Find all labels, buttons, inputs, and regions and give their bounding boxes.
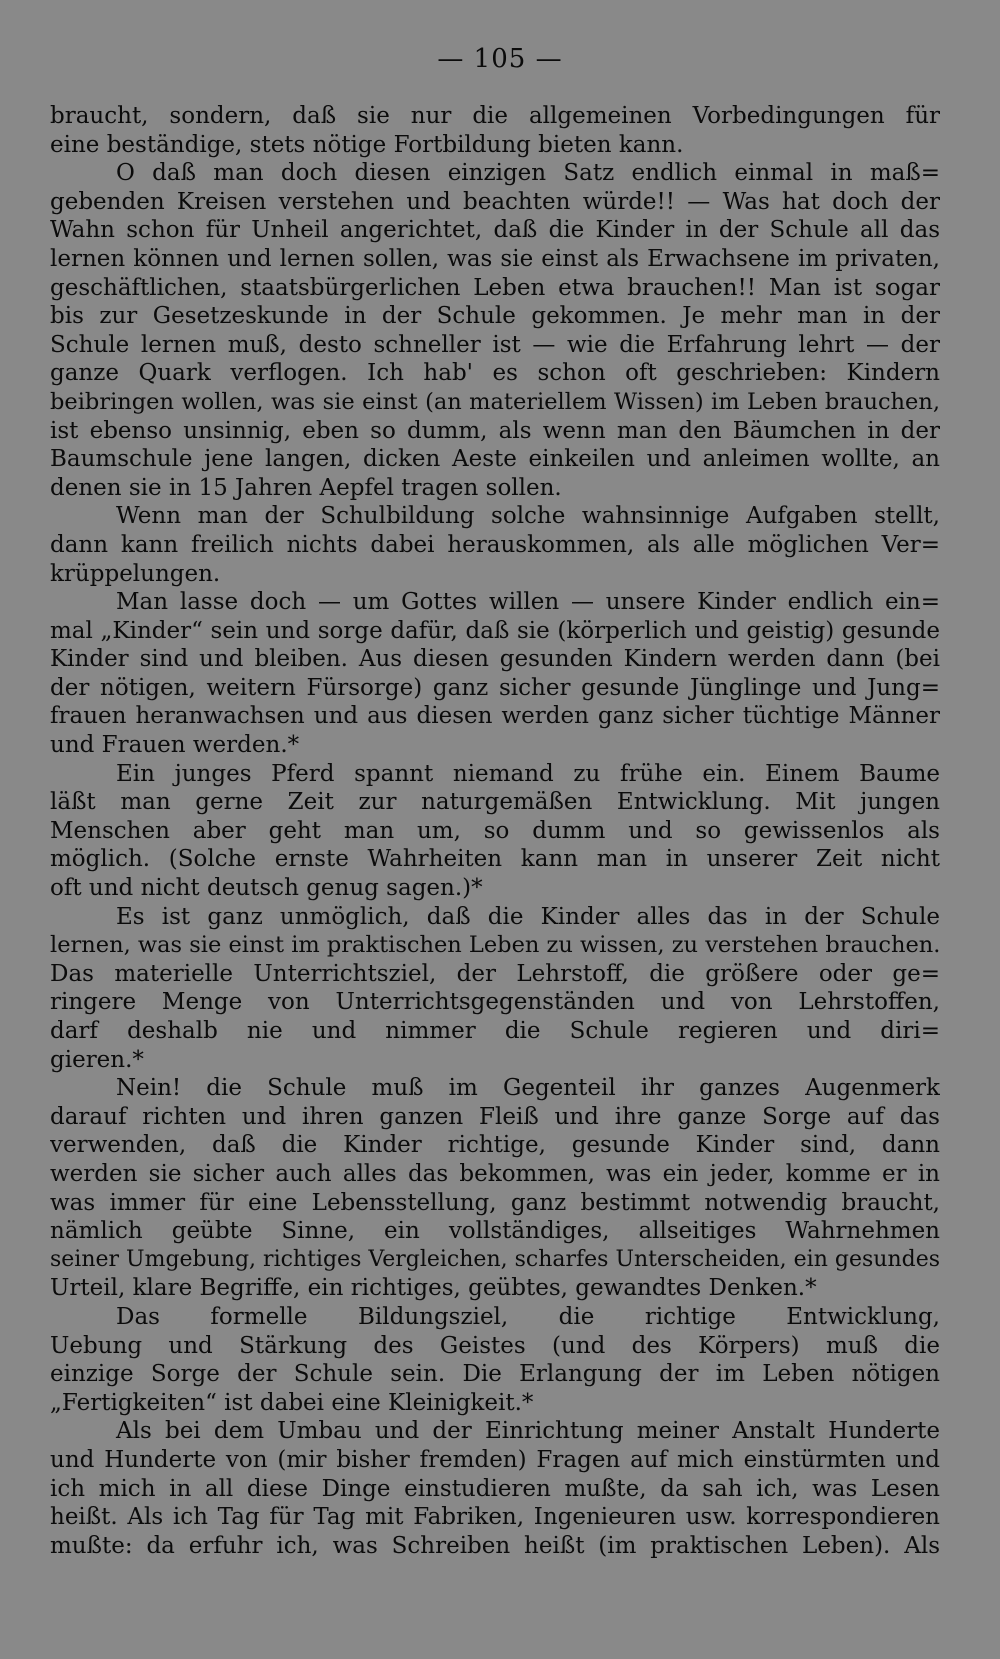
text-line: Ein junges Pferd spannt niemand zu frühe ein. Einem Baume	[116, 760, 940, 787]
text-line: verwenden, daß die Kinder richtige, gesunde Kinder sind, dann	[50, 1132, 940, 1159]
text-line: nämlich geübte Sinne, ein vollständiges, allseitiges Wahrnehmen	[50, 1218, 940, 1245]
text-line: lernen, was sie einst im praktischen Leben zu wissen, zu verstehen brauchen.	[50, 932, 940, 959]
text-line: und Hunderte von (mir bisher fremden) Fragen auf mich einstürmten und	[50, 1446, 940, 1473]
text-line: bis zur Gesetzeskunde in der Schule gekommen. Je mehr man in der	[50, 303, 940, 330]
text-line: Das formelle Bildungsziel, die richtige Entwicklung,	[116, 1303, 940, 1330]
text-line: lernen können und lernen sollen, was sie einst als Erwachsene im privaten,	[50, 245, 940, 272]
text-line: Nein! die Schule muß im Gegenteil ihr ganzes Augenmerk	[116, 1075, 940, 1102]
text-line: Wahn schon für Unheil angerichtet, daß die Kinder in der Schule all das	[50, 217, 940, 244]
text-line: dann kann freilich nichts dabei herauskommen, als alle möglichen Ver=	[50, 531, 940, 558]
text-line: möglich. (Solche ernste Wahrheiten kann man in unserer Zeit nicht	[50, 846, 940, 873]
text-line: ich mich in all diese Dinge einstudieren mußte, da sah ich, was Lesen	[50, 1475, 940, 1502]
text-line: Kinder sind und bleiben. Aus diesen gesunden Kindern werden dann (bei	[50, 646, 940, 673]
text-line: Wenn man der Schulbildung solche wahnsinnige Aufgaben stellt,	[116, 503, 940, 530]
text-line: Man lasse doch — um Gottes willen — unsere Kinder endlich ein=	[116, 589, 940, 616]
text-line: der nötigen, weitern Fürsorge) ganz sicher gesunde Jünglinge und Jung=	[50, 674, 940, 701]
text-line: ringere Menge von Unterrichtsgegenständen und von Lehrstoffen,	[50, 989, 940, 1016]
text-line: Das materielle Unterrichtsziel, der Lehrstoff, die größere oder ge=	[50, 960, 940, 987]
text-line: krüppelungen.	[50, 560, 221, 587]
text-line: gebenden Kreisen verstehen und beachten würde!! — Was hat doch der	[50, 188, 940, 215]
text-line: Es ist ganz unmöglich, daß die Kinder alles das in der Schule	[116, 903, 940, 930]
text-line: Menschen aber geht man um, so dumm und so gewissenlos als	[50, 817, 940, 844]
text-line: heißt. Als ich Tag für Tag mit Fabriken, Ingenieuren usw. korrespondieren	[50, 1504, 940, 1531]
text-line: „Fertigkeiten“ ist dabei eine Kleinigkeit.*	[50, 1389, 534, 1416]
text-line: werden sie sicher auch alles das bekommen, was ein jeder, komme er in	[50, 1160, 940, 1187]
text-line: was immer für eine Lebensstellung, ganz bestimmt notwendig braucht,	[50, 1189, 940, 1216]
body-text	[50, 102, 940, 1560]
text-line: mußte: da erfuhr ich, was Schreiben heißt (im praktischen Leben). Als	[50, 1532, 940, 1559]
text-line: darauf richten und ihren ganzen Fleiß und ihre ganze Sorge auf das	[50, 1103, 940, 1130]
text-line: läßt man gerne Zeit zur naturgemäßen Entwicklung. Mit jungen	[50, 789, 940, 816]
text-line: ist ebenso unsinnig, eben so dumm, als wenn man den Bäumchen in der	[50, 417, 940, 444]
text-line: Baumschule jene langen, dicken Aeste einkeilen und anleimen wollte, an	[50, 446, 940, 473]
text-line: Als bei dem Umbau und der Einrichtung meiner Anstalt Hunderte	[116, 1418, 940, 1445]
text-line: einzige Sorge der Schule sein. Die Erlangung der im Leben nötigen	[50, 1361, 940, 1388]
text-line: eine beständige, stets nötige Fortbildung bieten kann.	[50, 131, 684, 158]
text-line: frauen heranwachsen und aus diesen werden ganz sicher tüchtige Männer	[50, 703, 940, 730]
text-line: und Frauen werden.*	[50, 732, 300, 759]
text-line: seiner Umgebung, richtiges Vergleichen, scharfes Unterscheiden, ein gesundes	[50, 1246, 940, 1272]
text-line: braucht, sondern, daß sie nur die allgemeinen Vorbedingungen für	[50, 103, 940, 129]
text-line: oft und nicht deutsch genug sagen.)*	[50, 875, 483, 902]
text-line: darf deshalb nie und nimmer die Schule regieren und diri=	[50, 1018, 940, 1044]
text-line: mal „Kinder“ sein und sorge dafür, daß sie (körperlich und geistig) gesunde	[50, 617, 940, 644]
page-number: — 105 —	[437, 44, 563, 74]
text-line: beibringen wollen, was sie einst (an materiellem Wissen) im Leben brauchen,	[50, 388, 940, 415]
text-line: Urteil, klare Begriffe, ein richtiges, geübtes, gewandtes Denken.*	[50, 1275, 817, 1302]
text-line: O daß man doch diesen einzigen Satz endlich einmal in maß=	[116, 160, 940, 187]
text-line: gieren.*	[50, 1046, 144, 1073]
text-line: geschäftlichen, staatsbürgerlichen Leben etwa brauchen!! Man ist sogar	[50, 274, 940, 301]
text-line: ganze Quark verflogen. Ich hab' es schon oft geschrieben: Kindern	[50, 360, 940, 387]
text-line: Uebung und Stärkung des Geistes (und des Körpers) muß die	[50, 1332, 940, 1359]
text-line: Schule lernen muß, desto schneller ist — wie die Erfahrung lehrt — der	[50, 331, 940, 358]
text-line: denen sie in 15 Jahren Aepfel tragen sollen.	[50, 474, 562, 501]
